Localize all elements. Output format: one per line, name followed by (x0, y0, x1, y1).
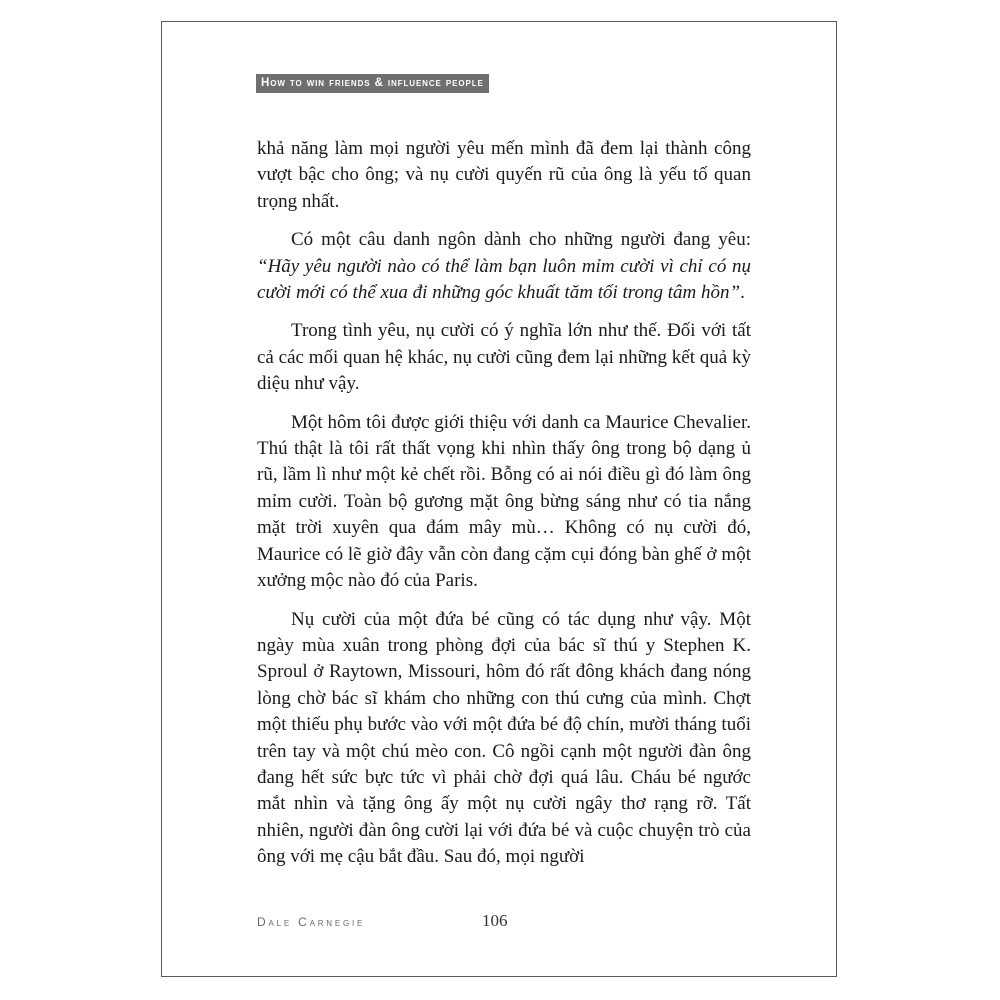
paragraph-3: Trong tình yêu, nụ cười có ý nghĩa lớn như thế. Đối với tất cả các mối quan hệ khác, nụ cười cũng đem lại những kết quả kỳ diệu như vậy. (257, 320, 751, 395)
quote-text: “Hãy yêu người nào có thể làm bạn luôn mỉm cười vì chỉ có nụ cười mới có thể xua đi những góc khuất tăm tối trong tâm hồn” (257, 255, 751, 304)
page-number: 106 (482, 911, 508, 930)
footer-author: Dale Carnegie (257, 915, 366, 929)
paragraph-1: khả năng làm mọi người yêu mến mình đã đem lại thành công vượt bậc cho ông; và nụ cười quyến rũ của ông là yếu tố quan trọng nhất. (257, 138, 751, 212)
paragraph-5: Nụ cười của một đứa bé cũng có tác dụng như vậy. Một ngày mùa xuân trong phòng đợi của bác sĩ thú y Stephen K. Sproul ở Raytown, Missouri, hôm đó rất đông khách đang nóng lòng chờ bác sĩ khám cho những con thú cưng của mình. Chợt một thiếu phụ bước vào với một đứa bé độ chín, mười tháng tuổi trên tay và một chú mèo con. Cô ngồi cạnh một người đàn ông đang hết sức bực tức vì phải chờ đợi quá lâu. Cháu bé ngước mắt nhìn và tặng ông ấy một nụ cười ngây thơ rạng rỡ. Tất nhiên, người đàn ông cười lại với đứa bé và cuộc chuyện trò của ông với mẹ cậu bắt đầu. Sau đó, mọi người (257, 608, 751, 868)
paragraph-2 (257, 227, 751, 306)
running-header: How to win friends & influence people (256, 74, 489, 93)
book-page (161, 21, 837, 977)
paragraph-4: Một hôm tôi được giới thiệu với danh ca Maurice Chevalier. Thú thật là tôi rất thất vọng khi nhìn thấy ông trong bộ dạng ủ rũ, lầm lì như một kẻ chết rồi. Bỗng có ai nói điều gì đó làm ông mỉm cười. Toàn bộ gương mặt ông bừng sáng như có tia nắng mặt trời xuyên qua đám mây mù… Không có nụ cười đó, Maurice có lẽ giờ đây vẫn còn đang cặm cụi đóng bàn ghế ở một xưởng mộc nào đó của Paris. (257, 411, 751, 592)
paragraph-2-intro: Có một câu danh ngôn dành cho những người đang yêu: (291, 229, 751, 251)
page-body (257, 136, 751, 883)
paragraph-2-end: . (740, 282, 745, 304)
